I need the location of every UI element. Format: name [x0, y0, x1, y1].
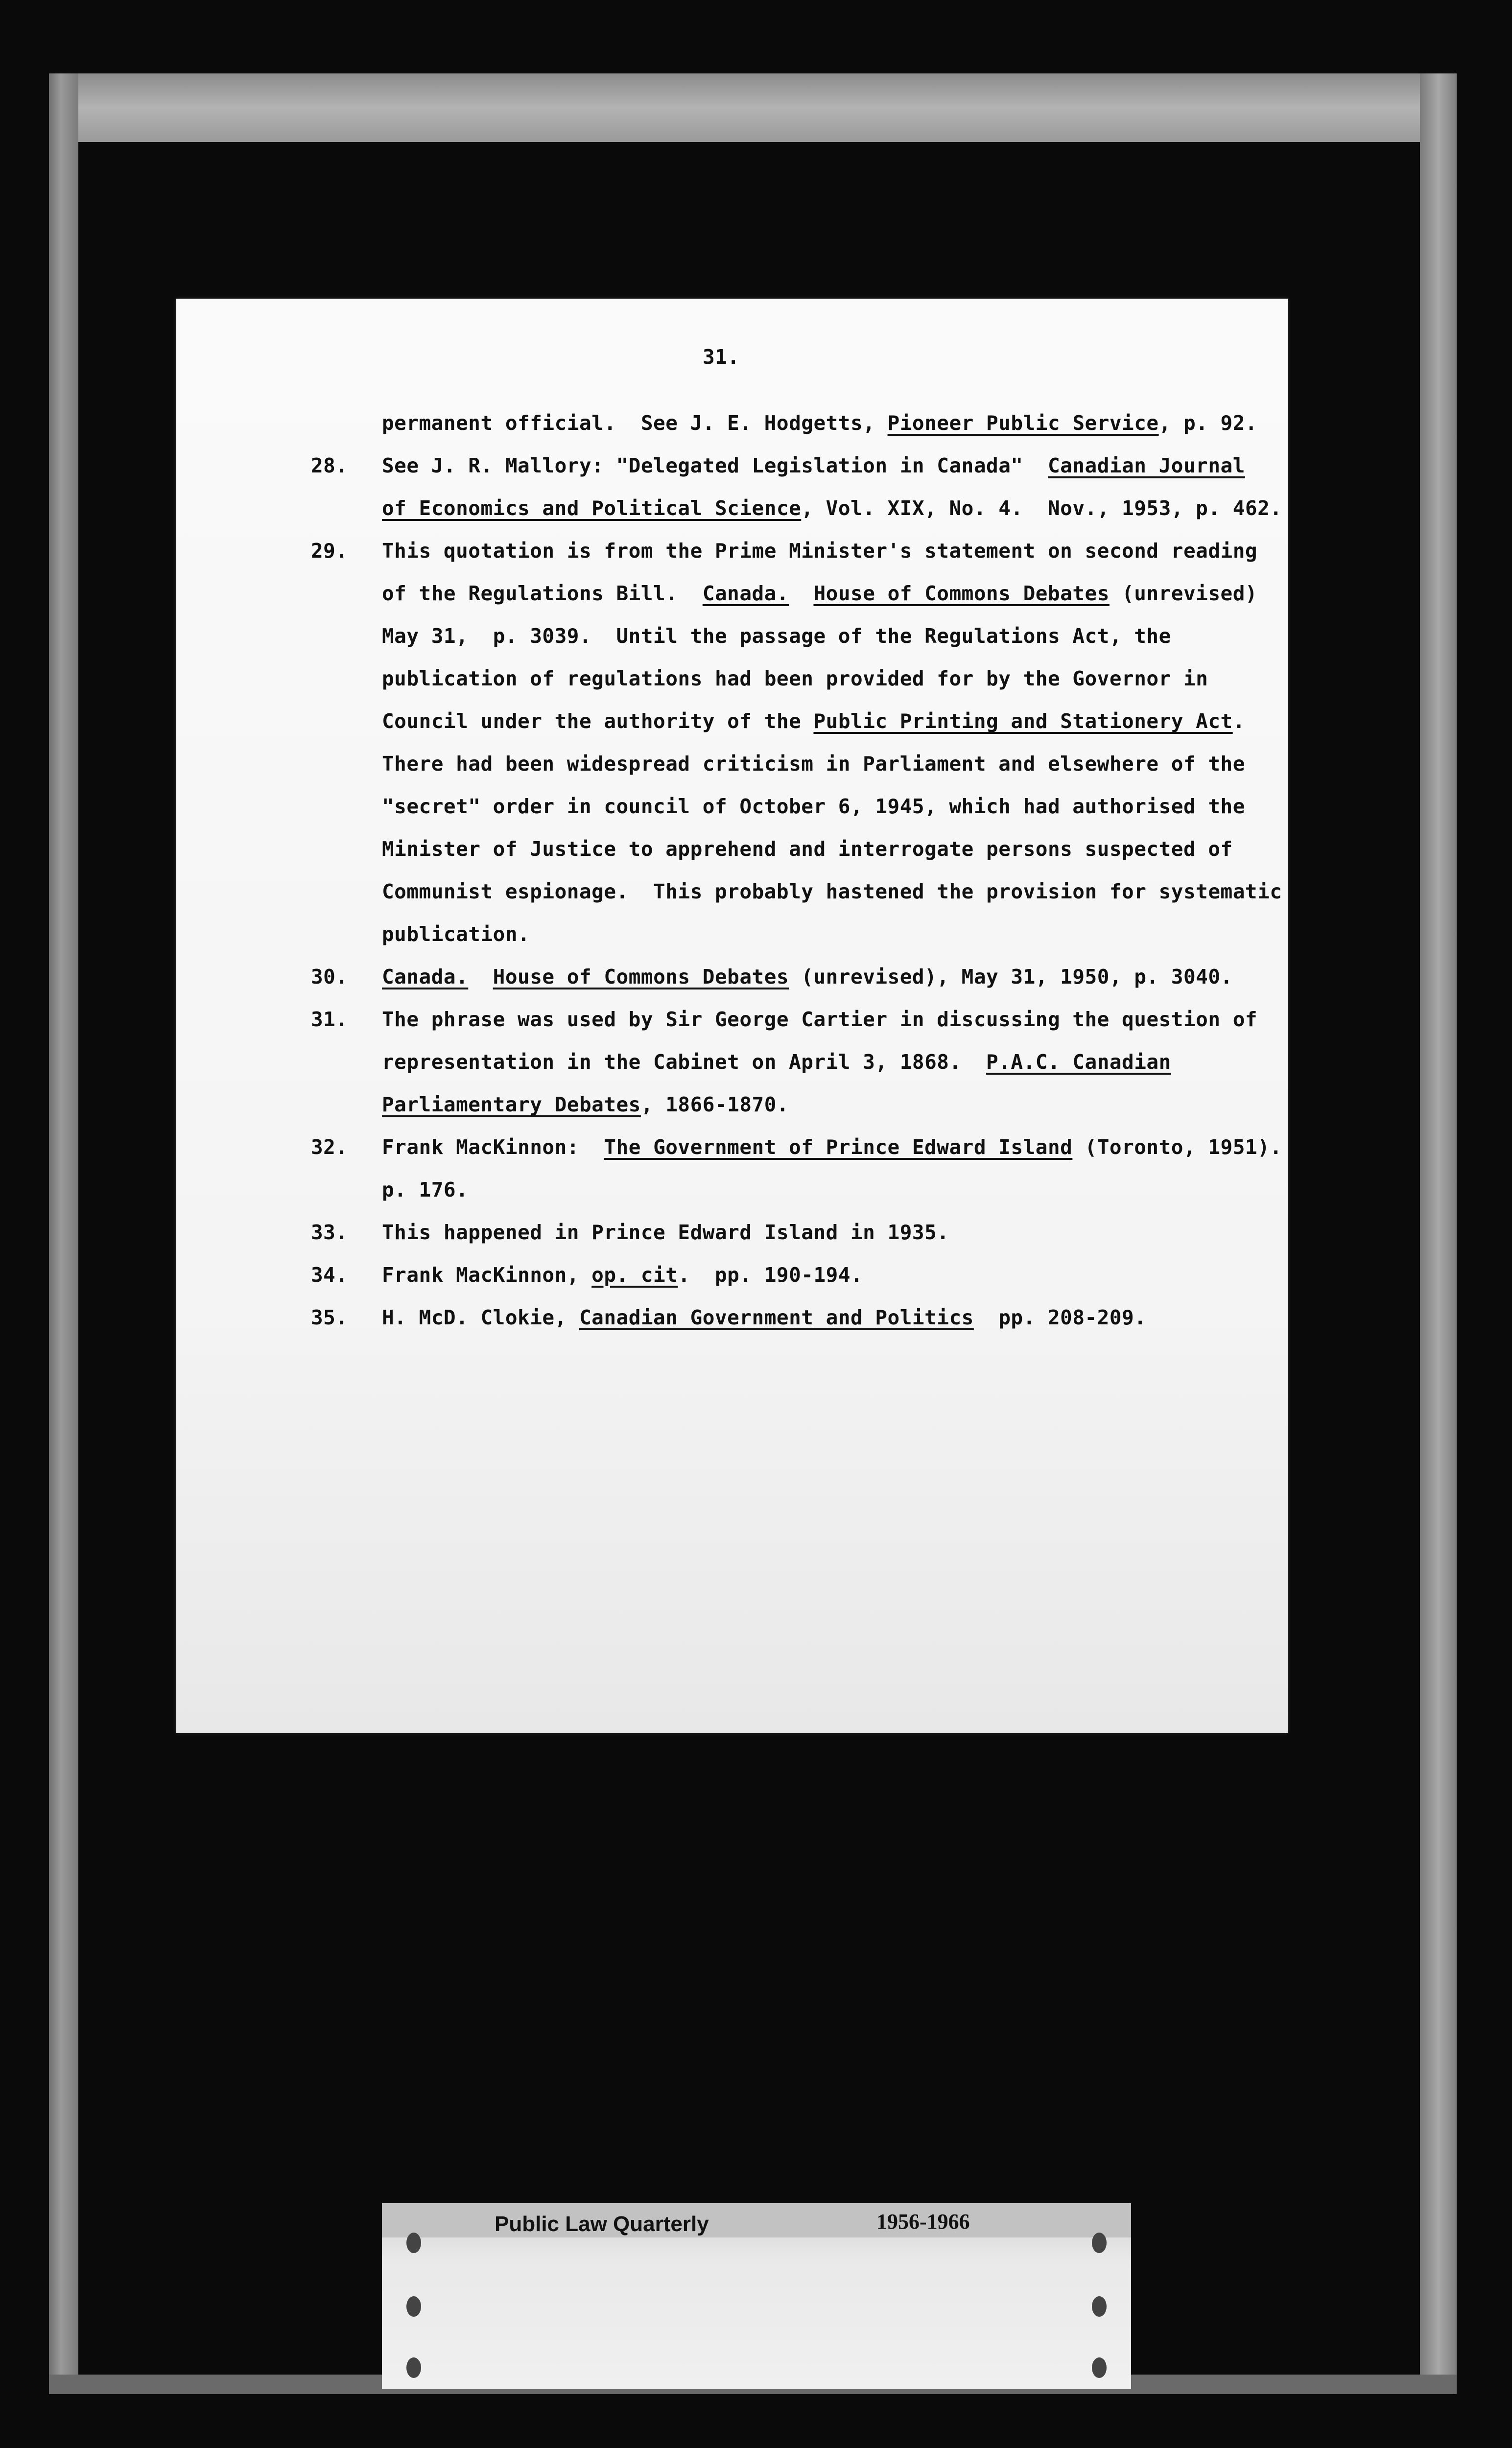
film-border-top [49, 73, 1457, 142]
footnote-line [382, 411, 1257, 435]
film-border-left [49, 73, 78, 2394]
binder-hole-icon [406, 2233, 421, 2253]
binder-hole-icon [1092, 2233, 1107, 2253]
footnote-text: . [1232, 709, 1245, 733]
label-years: 1956-1966 [876, 2210, 970, 2234]
footnote-line [382, 922, 530, 946]
footnote-text: p. 176. [382, 1178, 469, 1201]
underlined-title: The Government of Prince Edward Island [604, 1135, 1073, 1159]
footnote-text: (unrevised), May 31, 1950, p. 3040. [789, 965, 1233, 989]
footnote-line [382, 1135, 1282, 1159]
footnote-line [382, 539, 1257, 563]
footnote-line [382, 667, 1208, 690]
underlined-title: Canada. [702, 582, 789, 605]
footnote-text: pp. 208-209. [973, 1306, 1147, 1329]
footnote-text: Communist espionage. This probably hastened the provision for systematic [382, 880, 1282, 903]
footnote-text: of the Regulations Bill. [382, 582, 703, 605]
footnote-number: 29. [311, 539, 348, 563]
footnote-line [382, 709, 1245, 733]
footnote-line [382, 582, 1257, 605]
binder-hole-icon [406, 2357, 421, 2378]
footnote-line [382, 1306, 1146, 1329]
footnote-text: , p. 92. [1158, 411, 1258, 435]
footnote-text: , 1866-1870. [640, 1093, 789, 1116]
document-page [176, 299, 1288, 1733]
footnote-line [382, 496, 1282, 520]
footnote-line [382, 1050, 1171, 1074]
footnote-line [382, 454, 1245, 477]
footnote-line [382, 752, 1245, 776]
footnote-number: 28. [311, 454, 348, 477]
underlined-title: Parliamentary Debates [382, 1093, 641, 1116]
binder-hole-icon [1092, 2357, 1107, 2378]
footnote-text: (unrevised) [1109, 582, 1258, 605]
label-title: Public Law Quarterly [495, 2212, 709, 2236]
footnote-text: "secret" order in council of October 6, 1945, which had authorised the [382, 795, 1245, 818]
footnote-line [382, 1263, 863, 1287]
footnote-text: publication of regulations had been provided for by the Governor in [382, 667, 1208, 690]
underlined-title: Pioneer Public Service [887, 411, 1159, 435]
footnote-line [382, 1093, 789, 1116]
footnote-text: . pp. 190-194. [678, 1263, 863, 1287]
binder-hole-icon [1092, 2296, 1107, 2317]
underlined-title: House of Commons Debates [493, 965, 789, 989]
footnote-text: There had been widespread criticism in Parliament and elsewhere of the [382, 752, 1245, 776]
footnote-text: publication. [382, 922, 530, 946]
footnote-number: 30. [311, 965, 348, 989]
underlined-title: Canada. [382, 965, 469, 989]
underlined-title: Public Printing and Stationery Act [813, 709, 1233, 733]
footnote-line [382, 880, 1282, 903]
footnote-text: H. McD. Clokie, [382, 1306, 579, 1329]
page-number: 31. [703, 345, 740, 369]
footnote-text: , Vol. XIX, No. 4. Nov., 1953, p. 462. [801, 496, 1282, 520]
footnote-line [382, 1008, 1257, 1031]
underlined-title: Canadian Journal [1047, 454, 1245, 477]
footnote-text: See J. R. Mallory: "Delegated Legislation in Canada" [382, 454, 1048, 477]
underlined-title: Canadian Government and Politics [579, 1306, 974, 1329]
footnote-text: The phrase was used by Sir George Cartier in discussing the question of [382, 1008, 1258, 1031]
underlined-title: op. cit [591, 1263, 678, 1287]
footnote-line [382, 1178, 468, 1201]
footnote-line [382, 795, 1245, 818]
footnote-number: 31. [311, 1008, 348, 1031]
film-border-right [1420, 73, 1457, 2394]
footnote-text: permanent official. See J. E. Hodgetts, [382, 411, 888, 435]
footnote-text: Council under the authority of the [382, 709, 814, 733]
footnote-text: representation in the Cabinet on April 3, 1868. [382, 1050, 987, 1074]
footnote-text: May 31, p. 3039. Until the passage of the Regulations Act, the [382, 624, 1171, 648]
footnote-text [789, 582, 813, 605]
footnote-line [382, 1221, 949, 1244]
footnote-text: Frank MacKinnon: [382, 1135, 604, 1159]
footnote-number: 35. [311, 1306, 348, 1329]
binder-hole-icon [406, 2296, 421, 2317]
archive-label-card [382, 2203, 1131, 2389]
footnote-text [468, 965, 493, 989]
footnote-line [382, 624, 1171, 648]
footnote-number: 33. [311, 1221, 348, 1244]
footnote-line [382, 837, 1233, 861]
underlined-title: P.A.C. Canadian [986, 1050, 1171, 1074]
footnote-text: (Toronto, 1951). [1072, 1135, 1282, 1159]
footnote-number: 32. [311, 1135, 348, 1159]
footnote-number: 34. [311, 1263, 348, 1287]
underlined-title: House of Commons Debates [813, 582, 1110, 605]
footnote-text: Frank MacKinnon, [382, 1263, 592, 1287]
footnote-text: This happened in Prince Edward Island in 1935. [382, 1221, 949, 1244]
footnote-text: This quotation is from the Prime Minister's statement on second reading [382, 539, 1258, 563]
underlined-title: of Economics and Political Science [382, 496, 802, 520]
footnote-text: Minister of Justice to apprehend and interrogate persons suspected of [382, 837, 1233, 861]
footnote-line [382, 965, 1233, 989]
